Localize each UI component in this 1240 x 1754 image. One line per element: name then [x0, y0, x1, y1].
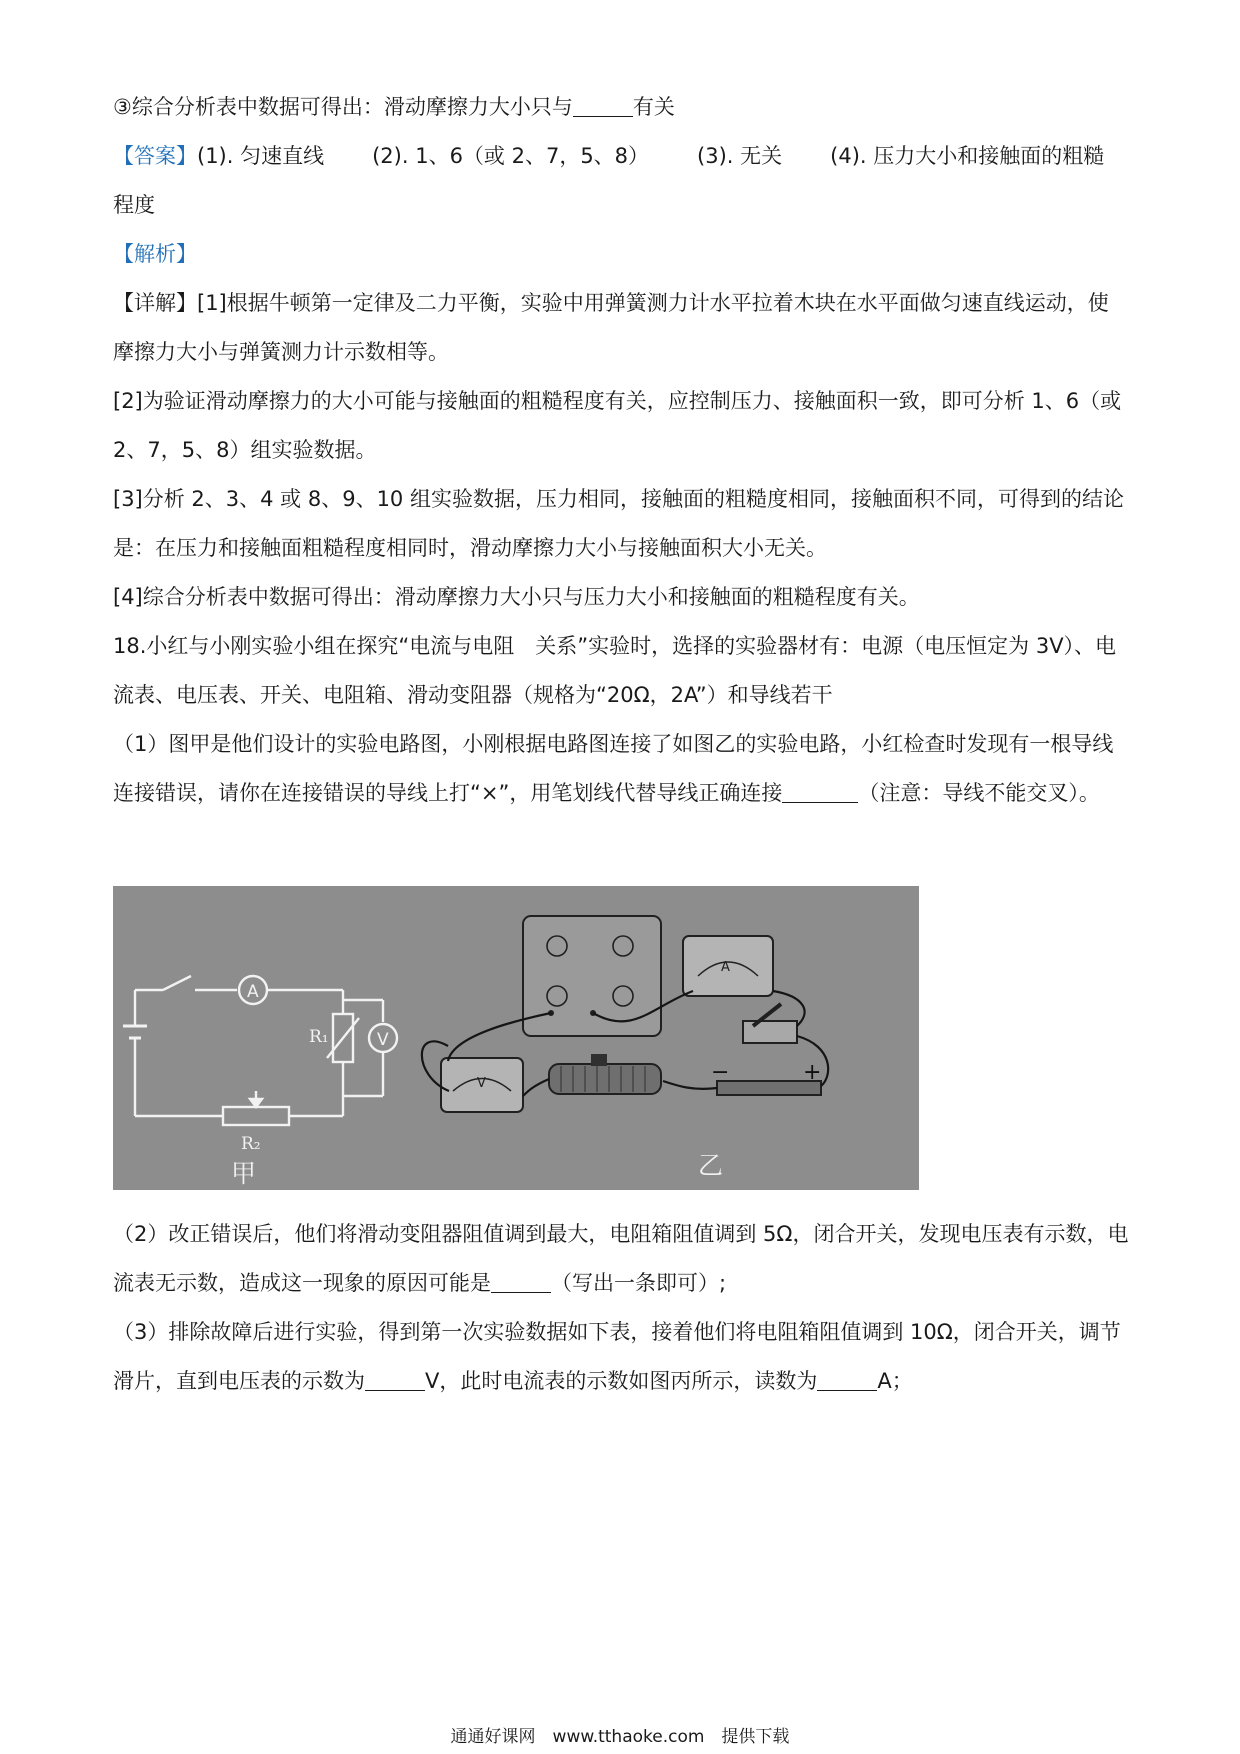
detail-paragraph-3: [3]分析 2、3、4 或 8、9、10 组实验数据，压力相同，接触面的粗糙度相同，接触面积不同，可得到的结论是：在压力和接触面粗糙程度相同时，滑动摩擦力大小与接触面积大小无关。: [113, 487, 1124, 560]
detail-tag: 【详解】: [113, 291, 197, 315]
circuit-figure: [113, 886, 919, 1190]
battery-minus-sign: −: [711, 1060, 730, 1085]
question-18-part2: [113, 1210, 1129, 1308]
answer-item-4: (4). 压力大小和接触面的粗糙: [830, 144, 1105, 168]
answer-blank: [491, 1270, 551, 1293]
voltmeter-device-letter: V: [477, 1076, 486, 1091]
schematic-jia: [123, 976, 397, 1125]
q18-part3-text: （3）排除故障后进行实验，得到第一次实验数据如下表，接着他们将电阻箱阻值调到 10Ω，闭合开关，调节滑片，直到电压表的示数为: [113, 1320, 1121, 1393]
answer-tag: 【答案】: [113, 144, 197, 168]
answer-item-3: (3). 无关: [697, 144, 783, 168]
rheostat-r2: [223, 1107, 289, 1125]
question-18-stem: 18.小红与小刚实验小组在探究“电流与电阻 关系”实验时，选择的实验器材有：电源（电压恒定为 3V）、电流表、电压表、开关、电阻箱、滑动变阻器（规格为“20Ω，2A”）和导线若干: [113, 634, 1117, 707]
answer-blank: [365, 1368, 425, 1391]
battery-plus-sign: +: [803, 1060, 822, 1085]
answer-blank: [817, 1368, 877, 1391]
answer-blank: [573, 94, 633, 117]
detail-paragraph-2: [2]为验证滑动摩擦力的大小可能与接触面的粗糙程度有关，应控制压力、接触面积一致，即可分析 1、6（或 2、7，5、8）组实验数据。: [113, 389, 1122, 462]
r1-label: R₁: [309, 1027, 329, 1047]
ammeter-device-letter: A: [721, 960, 730, 975]
answer-continuation: 程度: [113, 193, 155, 217]
answer-blank: [782, 780, 858, 803]
page-footer: 通通好课网 www.tthaoke.com 提供下载: [450, 1727, 790, 1747]
analysis-tag: [113, 230, 1129, 279]
switch-device: [743, 1021, 797, 1043]
q18-part3-text-mid: V，此时电流表的示数如图丙所示，读数为: [425, 1369, 818, 1393]
figure-label-yi: 乙: [698, 1151, 724, 1180]
answer-line: [113, 132, 1129, 181]
q17-item3-text-end: 有关: [632, 95, 675, 119]
q18-part1-text: （1）图甲是他们设计的实验电路图，小刚根据电路图连接了如图乙的实验电路，小红检查时发现有一根导线连接错误，请你在连接错误的导线上打“×”，用笔划线代替导线正确连接: [113, 732, 1114, 805]
q18-part2-text-end: （写出一条即可）;: [551, 1271, 727, 1295]
answer-item-1: (1). 匀速直线: [197, 144, 325, 168]
analysis-tag-text: 【解析】: [113, 242, 197, 266]
detail-p1-text: [1]根据牛顿第一定律及二力平衡，实验中用弹簧测力计水平拉着木块在水平面做匀速直线运动，使摩擦力大小与弹簧测力计示数相等。: [113, 291, 1109, 364]
rheostat-device: [549, 1064, 661, 1094]
question-18-part3: [113, 1308, 1129, 1406]
detail-paragraph-4: [4]综合分析表中数据可得出：滑动摩擦力大小只与压力大小和接触面的粗糙程度有关。: [113, 585, 920, 609]
answer-item-2: (2). 1、6（或 2、7，5、8）: [372, 144, 650, 168]
q17-item3: [113, 83, 1129, 132]
q18-part1-text-end: （注意：导线不能交叉）。: [858, 781, 1100, 805]
q18-part3-text-end: A；: [877, 1369, 913, 1393]
q17-item3-text: ③综合分析表中数据可得出：滑动摩擦力大小只与: [113, 95, 573, 119]
figure-label-jia: 甲: [231, 1159, 257, 1188]
ammeter-letter: A: [247, 982, 259, 1002]
physical-circuit-yi: [422, 916, 828, 1112]
question-18-part1: [113, 720, 1129, 818]
r2-label: R₂: [241, 1134, 261, 1154]
detail-paragraph-1: [113, 279, 1129, 377]
q18-part2-text: （2）改正错误后，他们将滑动变阻器阻值调到最大，电阻箱阻值调到 5Ω，闭合开关，发现电压表有示数，电流表无示数，造成这一现象的原因可能是: [113, 1222, 1129, 1295]
voltmeter-letter: V: [377, 1030, 389, 1050]
